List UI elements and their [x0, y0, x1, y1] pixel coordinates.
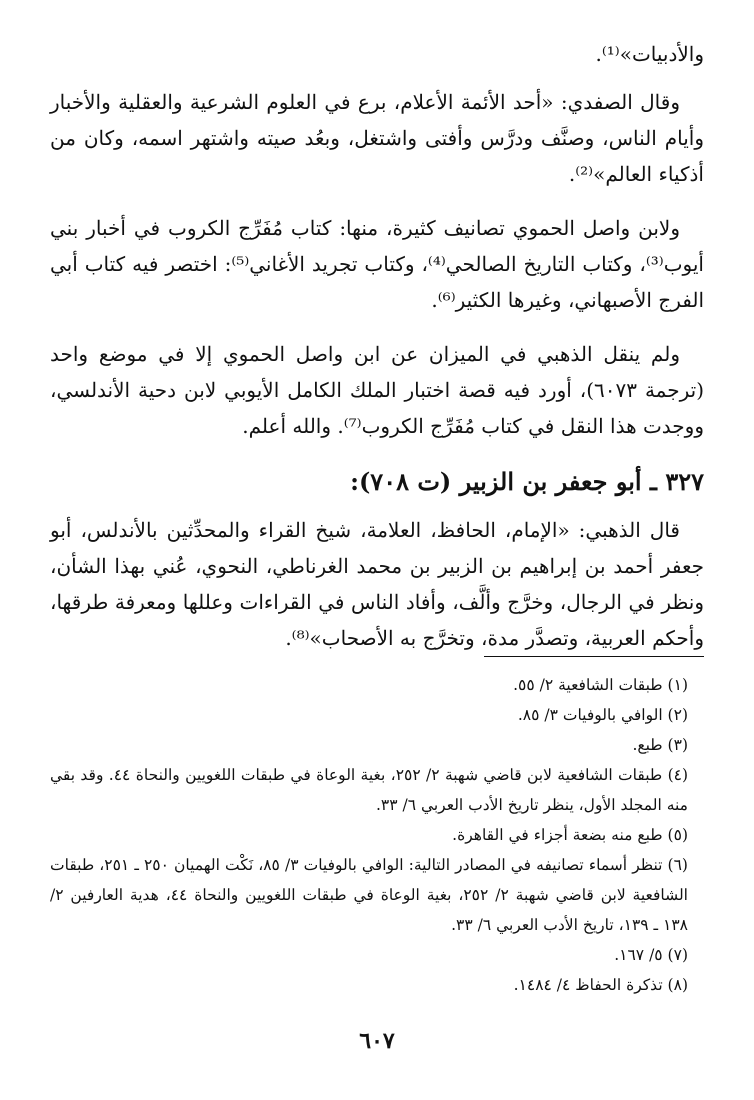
- footnote: (٢) الوافي بالوفيات ٣/ ٨٥.: [517, 706, 688, 724]
- page-number: ٦٠٧: [359, 1028, 395, 1054]
- footnote: (٨) تذكرة الحفاظ ٤/ ١٤٨٤.: [513, 976, 688, 994]
- footnote-divider: [484, 656, 704, 657]
- continuation-paragraph: والأدبيات»⁽¹⁾.: [595, 42, 704, 66]
- main-text: [50, 36, 704, 674]
- safadi-quote-paragraph: وقال الصفدي: «أحد الأئمة الأعلام، برع في العلوم الشرعية والعقلية والأخبار وأيام الناس، وصنَّف ودرَّس وأفتى واشتغل، وبعُد صيته واشتهر اسمه، وكان من أذكياء العالم»⁽²⁾.: [50, 90, 704, 186]
- footnote: (٤) طبقات الشافعية لابن قاضي شهبة ٢/ ٢٥٢، بغية الوعاة في طبقات اللغويين والنحاة ٤٤. وقد بقي منه المجلد الأول، ينظر تاريخ الأدب العربي ٦/ ٣٣.: [50, 766, 689, 814]
- works-paragraph: ولابن واصل الحموي تصانيف كثيرة، منها: كتاب مُفَرِّج الكروب في أخبار بني أيوب⁽³⁾، وكتاب التاريخ الصالحي⁽⁴⁾، وكتاب تجريد الأغاني⁽⁵⁾: اختصر فيه كتاب أبي الفرج الأصبهاني، وغيرها الكثير⁽⁶⁾.: [50, 216, 704, 312]
- footnote: (٧) ٥/ ١٦٧.: [614, 946, 688, 964]
- dhahabi-citation-paragraph: ولم ينقل الذهبي في الميزان عن ابن واصل الحموي إلا في موضع واحد (ترجمة ٦٠٧٣)، أورد فيه قصة اختبار الملك الكامل الأيوبي لابن دحية الأندلسي، ووجدت هذا النقل في كتاب مُفَرِّج الكروب⁽⁷⁾. والله أعلم.: [50, 342, 704, 438]
- entry-paragraph: قال الذهبي: «الإمام، الحافظ، العلامة، شيخ القراء والمحدِّثين بالأندلس، أبو جعفر أحمد بن إبراهيم بن الزبير بن محمد الغرناطي، النحوي، عُني بهذا الشأن، ونظر في الرجال، وخرَّج وألَّف، وأفاد الناس في القراءات وعللها ومعرفة طرقها، وأحكم العربية، وتصدَّر مدة، وتخرَّج به الأصحاب»⁽⁸⁾.: [50, 518, 704, 650]
- footnote: (٥) طبع منه بضعة أجزاء في القاهرة.: [452, 826, 688, 844]
- footnotes: [50, 670, 704, 1000]
- footnote: (٣) طبع.: [632, 736, 688, 754]
- footnote: (٦) تنظر أسماء تصانيفه في المصادر التالية: الوافي بالوفيات ٣/ ٨٥، نَكْت الهميان ٢٥٠ ـ ٢٥١، طبقات الشافعية لابن قاضي شهبة ٢/ ٢٥٢، بغية الوعاة في طبقات اللغويين والنحاة ٤٤، هدية العارفين ٢/ ١٣٨ ـ ١٣٩، تاريخ الأدب العربي ٦/ ٣٣.: [50, 856, 688, 934]
- entry-heading: ٣٢٧ ـ أبو جعفر بن الزبير (ت ٧٠٨):: [350, 467, 704, 496]
- footnote: (١) طبقات الشافعية ٢/ ٥٥.: [513, 676, 688, 694]
